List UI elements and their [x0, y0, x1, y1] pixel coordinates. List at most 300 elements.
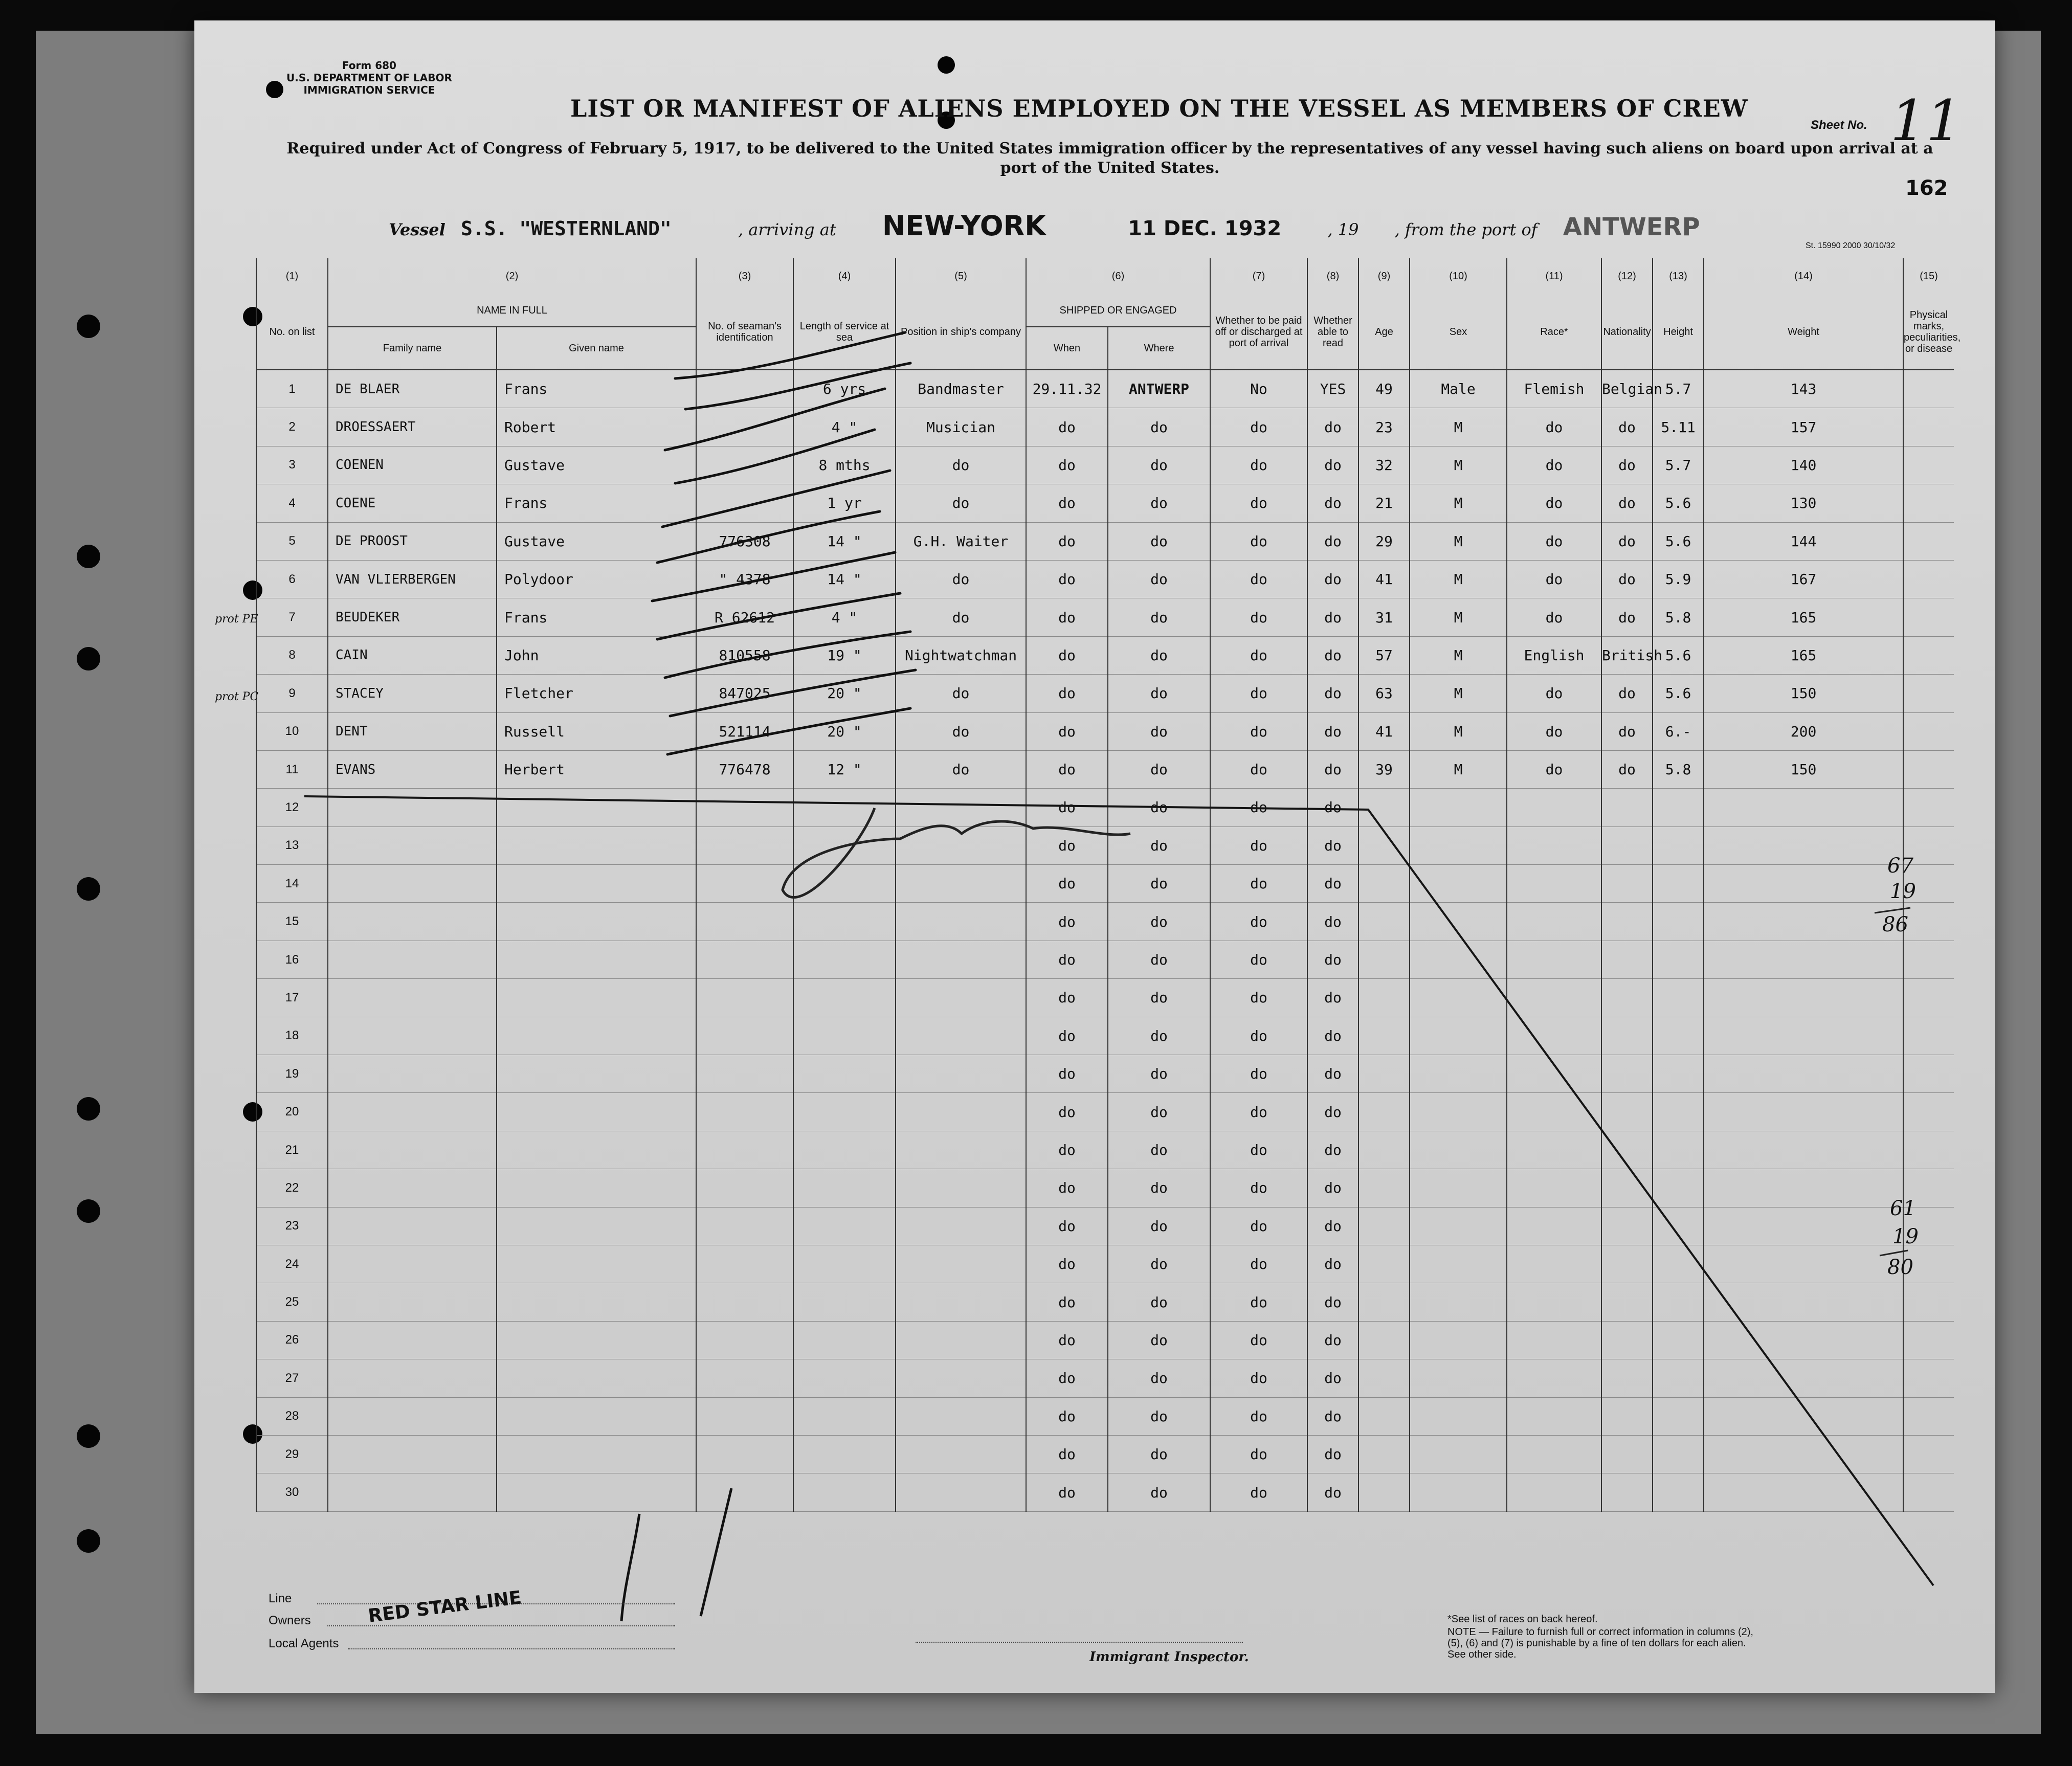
cell-service-length: 8 mths: [793, 446, 896, 484]
cell-position: do: [896, 598, 1026, 636]
cell-service-length: 1 yr: [793, 484, 896, 522]
cell-paid-off: do: [1210, 789, 1307, 826]
cell-family-name: DENT: [328, 712, 497, 750]
cell-able-to-read: do: [1307, 712, 1358, 750]
cell-sex: M: [1410, 598, 1507, 636]
tally-line: [1880, 1250, 1908, 1256]
cell-shipped-where: ANTWERP: [1108, 370, 1210, 408]
cell-shipped-where: do: [1108, 1055, 1210, 1093]
cell-shipped-when: do: [1026, 789, 1108, 826]
cell-row-number: 15: [256, 903, 328, 941]
punch-hole: [77, 877, 100, 901]
cell-shipped-when: do: [1026, 1055, 1108, 1093]
scribble-mark: [783, 808, 1130, 898]
cell-row-number: 4: [256, 484, 328, 522]
cell-given-name: Frans: [497, 370, 696, 408]
inspector-signature-rule: [916, 1642, 1243, 1643]
cell-seaman-id: 847025: [696, 675, 793, 712]
cell-paid-off: do: [1210, 979, 1307, 1017]
cell-given-name: Frans: [497, 484, 696, 522]
cell-shipped-where: do: [1108, 1245, 1210, 1283]
cell-race: do: [1507, 598, 1601, 636]
cell-row-number: 29: [256, 1435, 328, 1473]
form-line-3: IMMIGRATION SERVICE: [303, 84, 435, 96]
tally-a-bottom: 86: [1882, 913, 1908, 936]
header-race: Race*: [1507, 294, 1601, 370]
cell-service-length: 12 ": [793, 750, 896, 788]
cell-nationality: do: [1601, 446, 1653, 484]
cell-family-name: DE BLAER: [328, 370, 497, 408]
header-no-on-list: No. on list: [256, 294, 328, 370]
cell-sex: M: [1410, 522, 1507, 560]
cell-position: Nightwatchman: [896, 636, 1026, 674]
cell-height: 5.6: [1653, 484, 1704, 522]
cell-shipped-where: do: [1108, 1017, 1210, 1055]
cell-race: do: [1507, 446, 1601, 484]
id-tick-stroke: [667, 708, 910, 754]
cell-shipped-when: do: [1026, 1169, 1108, 1207]
signature-stroke: [701, 1488, 731, 1616]
cell-paid-off: do: [1210, 408, 1307, 446]
cell-given-name: Herbert: [497, 750, 696, 788]
cell-weight: 150: [1704, 675, 1903, 712]
form-line-2: U.S. DEPARTMENT OF LABOR: [286, 72, 452, 84]
id-tick-stroke: [670, 670, 916, 716]
cell-able-to-read: do: [1307, 826, 1358, 864]
cell-paid-off: do: [1210, 1131, 1307, 1169]
cell-paid-off: do: [1210, 1359, 1307, 1397]
cell-paid-off: do: [1210, 712, 1307, 750]
col-5-number: (5): [896, 258, 1026, 294]
cell-shipped-where: do: [1108, 446, 1210, 484]
cell-weight: 143: [1704, 370, 1903, 408]
inspector-label: Immigrant Inspector.: [1089, 1649, 1249, 1665]
cell-paid-off: do: [1210, 522, 1307, 560]
col-4-number: (4): [793, 258, 896, 294]
cell-paid-off: do: [1210, 446, 1307, 484]
cell-row-number: 2: [256, 408, 328, 446]
cell-shipped-when: do: [1026, 1359, 1108, 1397]
cell-seaman-id: 810558: [696, 636, 793, 674]
cell-shipped-where: do: [1108, 1359, 1210, 1397]
cell-row-number: 13: [256, 826, 328, 864]
cell-able-to-read: do: [1307, 446, 1358, 484]
cell-row-number: 11: [256, 750, 328, 788]
manifest-sheet: [194, 20, 1995, 1693]
document-title: LIST OR MANIFEST OF ALIENS EMPLOYED ON THE VESSEL AS MEMBERS OF CREW: [570, 95, 1748, 122]
cell-family-name: CAIN: [328, 636, 497, 674]
cell-paid-off: do: [1210, 1169, 1307, 1207]
cell-able-to-read: do: [1307, 1245, 1358, 1283]
cell-shipped-when: do: [1026, 1245, 1108, 1283]
cell-race: Flemish: [1507, 370, 1601, 408]
cell-shipped-where: do: [1108, 1131, 1210, 1169]
cell-given-name: John: [497, 636, 696, 674]
cell-nationality: do: [1601, 750, 1653, 788]
cell-shipped-when: do: [1026, 712, 1108, 750]
header-seaman-id: No. of seaman's identification: [696, 294, 793, 370]
footer-line-label: Line: [269, 1592, 292, 1605]
cell-row-number: 28: [256, 1397, 328, 1435]
vessel-name: S.S. "WESTERNLAND": [460, 217, 672, 240]
cell-row-number: 9: [256, 675, 328, 712]
cell-row-number: 25: [256, 1283, 328, 1321]
cell-service-length: 14 ": [793, 522, 896, 560]
cell-row-number: 7: [256, 598, 328, 636]
cell-shipped-where: do: [1108, 1473, 1210, 1511]
cell-seaman-id: " 4378: [696, 560, 793, 598]
cell-age: 63: [1358, 675, 1410, 712]
cell-paid-off: do: [1210, 1207, 1307, 1245]
cell-given-name: Frans: [497, 598, 696, 636]
cell-sex: M: [1410, 675, 1507, 712]
header-name-in-full: NAME IN FULL: [328, 294, 696, 327]
col-9-number: (9): [1358, 258, 1410, 294]
cell-position: Bandmaster: [896, 370, 1026, 408]
cell-height: 5.8: [1653, 598, 1704, 636]
cell-position: Musician: [896, 408, 1026, 446]
cell-height: 5.7: [1653, 370, 1704, 408]
cell-paid-off: do: [1210, 1435, 1307, 1473]
col-8-number: (8): [1307, 258, 1358, 294]
sheet-value: 11: [1890, 88, 1962, 153]
cell-shipped-when: do: [1026, 750, 1108, 788]
cell-shipped-when: do: [1026, 1397, 1108, 1435]
cell-given-name: Russell: [497, 712, 696, 750]
cell-service-length: 20 ": [793, 712, 896, 750]
footer-agents-label: Local Agents: [269, 1637, 339, 1650]
col-2-number: (2): [328, 258, 696, 294]
cell-service-length: 20 ": [793, 675, 896, 712]
cell-age: 21: [1358, 484, 1410, 522]
tally-b-bottom: 80: [1887, 1256, 1913, 1279]
arrival-date: 11 DEC. 1932: [1128, 217, 1282, 240]
races-note: *See list of races on back hereof.: [1447, 1614, 1598, 1625]
punch-hole: [77, 647, 100, 670]
cell-row-number: 19: [256, 1055, 328, 1093]
footer-agents-rule: [348, 1648, 675, 1649]
cell-row-number: 27: [256, 1359, 328, 1397]
cell-weight: 165: [1704, 636, 1903, 674]
header-given-name: Given name: [497, 327, 696, 370]
cell-shipped-where: do: [1108, 560, 1210, 598]
cell-service-length: 19 ": [793, 636, 896, 674]
cell-row-number: 22: [256, 1169, 328, 1207]
cell-row-number: 5: [256, 522, 328, 560]
cell-row-number: 20: [256, 1093, 328, 1131]
cell-able-to-read: do: [1307, 522, 1358, 560]
cell-seaman-id: 776308: [696, 522, 793, 560]
cell-shipped-when: do: [1026, 1131, 1108, 1169]
year-label: , 19: [1327, 220, 1359, 239]
header-shipped-engaged: SHIPPED OR ENGAGED: [1026, 294, 1210, 327]
cell-shipped-when: do: [1026, 1093, 1108, 1131]
cell-row-number: 16: [256, 941, 328, 978]
punch-hole: [77, 1529, 100, 1553]
cell-shipped-when: do: [1026, 865, 1108, 903]
cell-position: do: [896, 446, 1026, 484]
cell-able-to-read: do: [1307, 636, 1358, 674]
tally-b-top: 61: [1890, 1197, 1916, 1220]
cell-age: 32: [1358, 446, 1410, 484]
cell-shipped-when: do: [1026, 979, 1108, 1017]
cell-able-to-read: do: [1307, 1435, 1358, 1473]
cell-family-name: BEUDEKER: [328, 598, 497, 636]
cell-paid-off: do: [1210, 560, 1307, 598]
margin-note-row-7: prot PE: [215, 613, 258, 625]
print-code: St. 15990 2000 30/10/32: [1806, 241, 1896, 250]
cell-row-number: 12: [256, 789, 328, 826]
cell-family-name: VAN VLIERBERGEN: [328, 560, 497, 598]
col-13-number: (13): [1653, 258, 1704, 294]
cell-height: 5.7: [1653, 446, 1704, 484]
cell-row-number: 1: [256, 370, 328, 408]
cell-shipped-when: do: [1026, 1207, 1108, 1245]
cell-height: 5.6: [1653, 675, 1704, 712]
cell-shipped-where: do: [1108, 522, 1210, 560]
sheet-label: Sheet No.: [1811, 118, 1867, 132]
cell-shipped-where: do: [1108, 598, 1210, 636]
cell-row-number: 17: [256, 979, 328, 1017]
cell-able-to-read: do: [1307, 1473, 1358, 1511]
cell-race: do: [1507, 522, 1601, 560]
cell-given-name: Polydoor: [497, 560, 696, 598]
id-tick-stroke: [652, 552, 895, 601]
cell-weight: 140: [1704, 446, 1903, 484]
punch-hole: [77, 545, 100, 568]
header-nationality: Nationality: [1601, 294, 1653, 370]
cell-able-to-read: do: [1307, 408, 1358, 446]
cell-able-to-read: do: [1307, 1055, 1358, 1093]
cell-shipped-when: do: [1026, 636, 1108, 674]
cell-able-to-read: YES: [1307, 370, 1358, 408]
cell-able-to-read: do: [1307, 598, 1358, 636]
cell-able-to-read: do: [1307, 1359, 1358, 1397]
cell-shipped-where: do: [1108, 865, 1210, 903]
cell-service-length: 6 yrs: [793, 370, 896, 408]
cell-shipped-where: do: [1108, 484, 1210, 522]
cell-race: do: [1507, 712, 1601, 750]
header-weight: Weight: [1704, 294, 1903, 370]
cell-position: do: [896, 560, 1026, 598]
header-family-name: Family name: [328, 327, 497, 370]
cell-paid-off: do: [1210, 941, 1307, 978]
from-port-label: , from the port of: [1394, 220, 1538, 239]
cell-shipped-when: do: [1026, 1435, 1108, 1473]
cell-paid-off: do: [1210, 1321, 1307, 1359]
header-sex: Sex: [1410, 294, 1507, 370]
cell-age: 29: [1358, 522, 1410, 560]
tally-b-mid: 19: [1892, 1225, 1919, 1248]
header-when: When: [1026, 327, 1108, 370]
cell-row-number: 6: [256, 560, 328, 598]
cell-height: 5.11: [1653, 408, 1704, 446]
cell-sex: M: [1410, 446, 1507, 484]
cell-service-length: 14 ": [793, 560, 896, 598]
vessel-label: Vessel: [389, 220, 445, 239]
cell-seaman-id: R 62612: [696, 598, 793, 636]
cell-shipped-where: do: [1108, 903, 1210, 941]
cell-shipped-when: do: [1026, 408, 1108, 446]
cell-shipped-when: do: [1026, 826, 1108, 864]
cell-weight: 165: [1704, 598, 1903, 636]
col-12-number: (12): [1601, 258, 1653, 294]
cell-able-to-read: do: [1307, 1321, 1358, 1359]
cell-able-to-read: do: [1307, 484, 1358, 522]
cell-shipped-when: do: [1026, 1283, 1108, 1321]
cell-race: do: [1507, 408, 1601, 446]
cell-shipped-when: do: [1026, 675, 1108, 712]
cell-weight: 150: [1704, 750, 1903, 788]
departure-port: ANTWERP: [1563, 213, 1700, 241]
cell-age: 39: [1358, 750, 1410, 788]
punch-hole: [77, 1199, 100, 1223]
cell-family-name: COENEN: [328, 446, 497, 484]
id-tick-stroke: [657, 593, 900, 639]
fine-note: NOTE — Failure to furnish full or correct information in columns (2), (5), (6) and (7) is punishable by a fine of ten dollars for each alien. See other side.: [1447, 1626, 1753, 1660]
cell-row-number: 24: [256, 1245, 328, 1283]
cell-weight: 200: [1704, 712, 1903, 750]
col-11-number: (11): [1507, 258, 1601, 294]
cell-paid-off: do: [1210, 1397, 1307, 1435]
cell-height: 5.8: [1653, 750, 1704, 788]
form-line-1: Form 680: [342, 59, 396, 72]
cell-paid-off: do: [1210, 484, 1307, 522]
cell-paid-off: do: [1210, 598, 1307, 636]
col-6-number: (6): [1026, 258, 1210, 294]
header-paid-off: Whether to be paid off or discharged at port of arrival: [1210, 294, 1307, 370]
subtitle: Required under Act of Congress of February 5, 1917, to be delivered to the United States immigration officer by the representatives of any vessel having such aliens on board upon arrival at a port of the United States.: [286, 140, 1933, 177]
col-7-number: (7): [1210, 258, 1307, 294]
header-position: Position in ship's company: [896, 294, 1026, 370]
tally-a-top: 67: [1887, 854, 1913, 878]
cell-shipped-when: 29.11.32: [1026, 370, 1108, 408]
cell-shipped-where: do: [1108, 1321, 1210, 1359]
col-10-number: (10): [1410, 258, 1507, 294]
cell-given-name: Gustave: [497, 446, 696, 484]
annotation-overlay: [194, 20, 1995, 1693]
cell-paid-off: do: [1210, 1473, 1307, 1511]
cell-given-name: Fletcher: [497, 675, 696, 712]
cell-position: do: [896, 712, 1026, 750]
cell-race: do: [1507, 560, 1601, 598]
id-tick-stroke: [675, 430, 875, 483]
cell-weight: 157: [1704, 408, 1903, 446]
cell-nationality: do: [1601, 675, 1653, 712]
cell-weight: 144: [1704, 522, 1903, 560]
cell-position: do: [896, 484, 1026, 522]
cell-seaman-id: 776478: [696, 750, 793, 788]
cell-family-name: DE PROOST: [328, 522, 497, 560]
cell-shipped-where: do: [1108, 979, 1210, 1017]
cell-age: 49: [1358, 370, 1410, 408]
cell-shipped-when: do: [1026, 1473, 1108, 1511]
cell-shipped-when: do: [1026, 446, 1108, 484]
signature-stroke: [621, 1514, 639, 1621]
cell-family-name: DROESSAERT: [328, 408, 497, 446]
cell-weight: 130: [1704, 484, 1903, 522]
cell-sex: M: [1410, 712, 1507, 750]
cell-race: do: [1507, 484, 1601, 522]
cell-shipped-where: do: [1108, 408, 1210, 446]
cell-height: 6.-: [1653, 712, 1704, 750]
punch-hole: [77, 315, 100, 338]
cell-race: do: [1507, 750, 1601, 788]
cell-shipped-where: do: [1108, 636, 1210, 674]
cell-shipped-when: do: [1026, 903, 1108, 941]
cell-able-to-read: do: [1307, 1169, 1358, 1207]
cell-race: English: [1507, 636, 1601, 674]
cell-paid-off: do: [1210, 1017, 1307, 1055]
cell-family-name: EVANS: [328, 750, 497, 788]
cell-row-number: 21: [256, 1131, 328, 1169]
cell-paid-off: No: [1210, 370, 1307, 408]
id-tick-stroke: [685, 363, 910, 409]
cell-height: 5.9: [1653, 560, 1704, 598]
cell-paid-off: do: [1210, 865, 1307, 903]
cell-age: 57: [1358, 636, 1410, 674]
cell-able-to-read: do: [1307, 1017, 1358, 1055]
cell-sex: Male: [1410, 370, 1507, 408]
end-of-list-line: [304, 796, 1933, 1585]
cell-paid-off: do: [1210, 750, 1307, 788]
cell-row-number: 8: [256, 636, 328, 674]
cell-nationality: do: [1601, 484, 1653, 522]
cell-shipped-when: do: [1026, 598, 1108, 636]
cell-paid-off: do: [1210, 826, 1307, 864]
cell-shipped-where: do: [1108, 675, 1210, 712]
cell-given-name: Robert: [497, 408, 696, 446]
cell-able-to-read: do: [1307, 1207, 1358, 1245]
cell-shipped-when: do: [1026, 522, 1108, 560]
punch-hole: [77, 1424, 100, 1448]
footer-owners-label: Owners: [269, 1614, 311, 1627]
header-able-to-read: Whether able to read: [1307, 294, 1358, 370]
cell-sex: M: [1410, 560, 1507, 598]
cell-paid-off: do: [1210, 903, 1307, 941]
cell-shipped-where: do: [1108, 941, 1210, 978]
cell-nationality: do: [1601, 598, 1653, 636]
cell-able-to-read: do: [1307, 789, 1358, 826]
cell-able-to-read: do: [1307, 1093, 1358, 1131]
cell-shipped-where: do: [1108, 750, 1210, 788]
cell-shipped-when: do: [1026, 1017, 1108, 1055]
margin-note-row-9: prot PC: [215, 690, 259, 703]
cell-position: do: [896, 750, 1026, 788]
cell-shipped-where: do: [1108, 1093, 1210, 1131]
arrival-port: NEW-YORK: [882, 210, 1046, 242]
cell-able-to-read: do: [1307, 979, 1358, 1017]
cell-age: 31: [1358, 598, 1410, 636]
id-tick-stroke: [665, 632, 910, 678]
cell-able-to-read: do: [1307, 1397, 1358, 1435]
cell-age: 23: [1358, 408, 1410, 446]
cell-race: do: [1507, 675, 1601, 712]
cell-nationality: do: [1601, 522, 1653, 560]
arriving-label: , arriving at: [738, 220, 836, 239]
cell-shipped-where: do: [1108, 789, 1210, 826]
header-age: Age: [1358, 294, 1410, 370]
cell-family-name: COENE: [328, 484, 497, 522]
cell-nationality: Belgian: [1601, 370, 1653, 408]
cell-paid-off: do: [1210, 675, 1307, 712]
cell-paid-off: do: [1210, 1245, 1307, 1283]
cell-age: 41: [1358, 712, 1410, 750]
cell-nationality: British: [1601, 636, 1653, 674]
col-14-number: (14): [1704, 258, 1903, 294]
cell-seaman-id: 521114: [696, 712, 793, 750]
cell-paid-off: do: [1210, 636, 1307, 674]
